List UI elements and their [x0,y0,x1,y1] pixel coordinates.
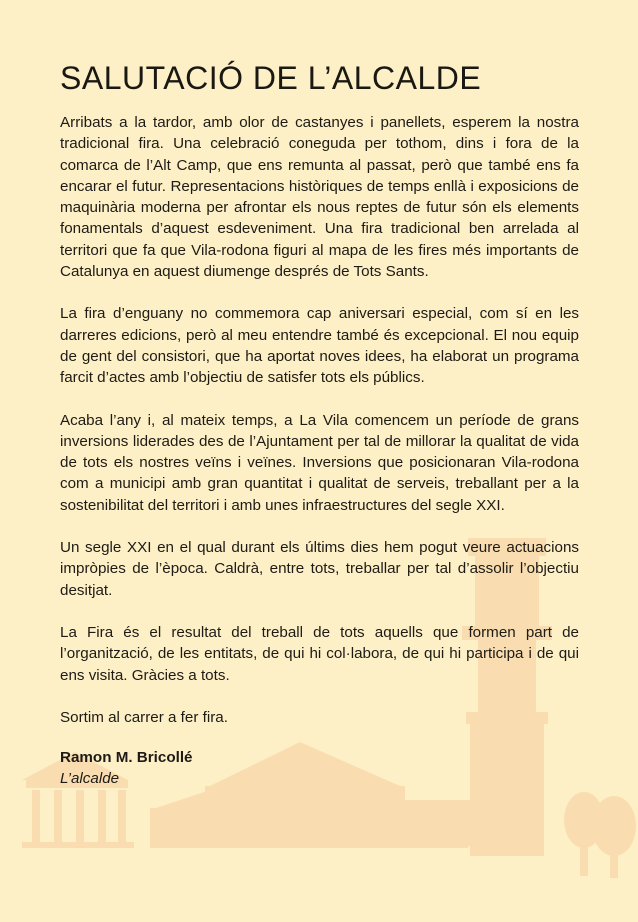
signature-block [60,747,579,790]
greeting-article [60,58,579,790]
paragraph-1: Arribats a la tardor, amb olor de castanyes i panellets, esperem la nostra tradicional fira. Una celebració coneguda per tothom, dins i fora de la comarca de l’Alt Camp, que ens remunta al passat, però que també ens fa encarar el futur. Representacions històriques de temps enllà i exposicions de maquinària moderna per afrontar els nous reptes de futur són els elements fonamentals d’aquest esdeveniment. Una fira tradicional ben arrelada al territori que fa que Vila-rodona figuri al mapa de les fires més importants de Catalunya en aquest diumenge després de Tots Sants. [60,114,579,281]
paragraph-5: La Fira és el resultat del treball de tots aquells que formen part de l’organització, de les entitats, de qui hi col·labora, de qui hi participa i de qui ens visita. Gràcies a tots. [60,623,579,684]
paragraph-2: La fira d’enguany no commemora cap aniversari especial, com sí en les darreres edicions, però al meu entendre també és excepcional. El nou equip de gent del consistori, que ha aportat noves idees, ha elaborat un programa farcit d’actes amb l’objectiu de satisfer tots els públics. [60,305,579,387]
paragraph-3: Acaba l’any i, al mateix temps, a La Vila comencem un període de grans inversions liderades des de l’Ajuntament per tal de millorar la qualitat de vida de tots els nostres veïns i veïnes. Inversions que posicionaran Vila-rodona com a municipi amb gran quantitat i qualitat de serveis, treballant per a la sostenibilitat del territori i amb unes infraestructures del segle XXI. [60,411,579,514]
signature-name: Ramon M. Bricollé [60,749,193,767]
paragraph-4: Un segle XXI en el qual durant els últims dies hem pogut veure actuacions impròpies de l’època. Caldrà, entre tots, treballar per tal d’assolir l’objectiu desitjat. [60,539,579,599]
paragraph-6: Sortim al carrer a fer fira. [60,708,228,726]
page-title: SALUTACIÓ DE L’ALCALDE [60,60,482,96]
trees-illustration [564,792,636,878]
signature-role: L’alcalde [60,770,120,788]
